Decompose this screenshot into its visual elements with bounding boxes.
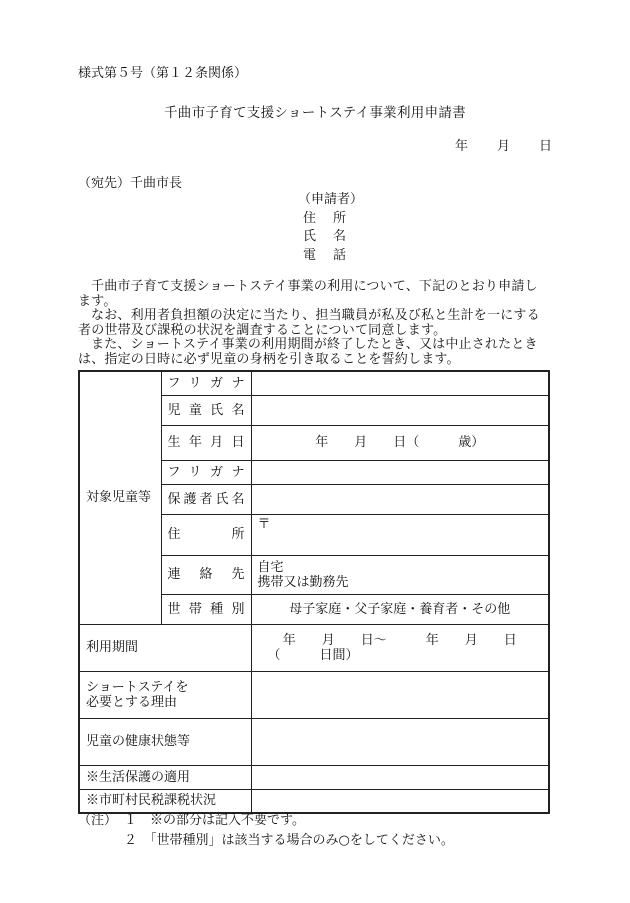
- tax-status-field: [251, 789, 549, 813]
- period-days: （ 日間）: [267, 647, 359, 663]
- guardian-name-field[interactable]: [251, 484, 549, 514]
- period-dates: 年 月 日～ 年 月 日: [282, 632, 517, 648]
- paragraph-request: 千曲市子育て支援ショートステイ事業の利用について、下記のとおり申請します。: [78, 279, 538, 309]
- note-2: ２ 「世帯種別」は該当する場合のみ○をしてください。: [124, 833, 454, 848]
- contact-field[interactable]: [251, 555, 549, 594]
- applicant-name-label: 氏 名: [303, 229, 349, 244]
- paragraph-consent: なお、利用者負担額の決定に当たり、担当職員が私及び私と生計を一にする者の世帯及び課税の状況を調査することについて同意します。: [78, 308, 540, 338]
- birthdate-field[interactable]: 年 月 日（ 歳）: [251, 425, 549, 460]
- period-field[interactable]: [251, 624, 549, 671]
- postal-mark: 〒: [257, 516, 271, 532]
- form-title: 千曲市子育て支援ショートステイ事業利用申請書: [164, 105, 466, 121]
- household-type-options[interactable]: 母子家庭・父子家庭・養育者・その他: [251, 594, 549, 624]
- note-1: １ ※の部分は記入不要です。: [124, 813, 305, 828]
- reason-label-line2: 必要とする理由: [86, 694, 178, 710]
- form-number: 様式第５号（第１２条関係）: [78, 66, 248, 81]
- child-name-label: 児童氏名: [161, 395, 251, 425]
- child-furigana-label: フリガナ: [161, 371, 251, 395]
- contact-mobile-label: 携帯又は勤務先: [257, 574, 349, 590]
- period-label: 利用期間: [79, 624, 251, 671]
- welfare-field: [251, 765, 549, 789]
- date-day: 日: [539, 139, 553, 154]
- child-name-field[interactable]: [251, 395, 549, 425]
- reason-field[interactable]: [251, 671, 549, 718]
- reason-label-line1: ショートステイを: [86, 679, 189, 695]
- applicant-phone-label: 電 話: [303, 248, 349, 263]
- address-label: 住 所: [161, 514, 251, 555]
- group-label-target-children: 対象児童等: [79, 371, 161, 624]
- notes-prefix: （注）: [78, 813, 118, 828]
- paragraph-pledge: また、ショートステイ事業の利用期間が終了したとき、又は中止されたときは、指定の日時に必ず児童の身柄を引き取ることを誓約します。: [78, 337, 538, 367]
- health-label: 児童の健康状態等: [79, 718, 251, 765]
- guardian-name-label: 保護者氏名: [161, 484, 251, 514]
- date-month: 月: [497, 139, 511, 154]
- applicant-address-label: 住 所: [303, 211, 349, 226]
- application-table: [78, 370, 550, 814]
- household-type-label: 世帯種別: [161, 594, 251, 624]
- date-year: 年: [455, 139, 469, 154]
- address-field[interactable]: [251, 514, 549, 555]
- guardian-furigana-label: フリガナ: [161, 460, 251, 484]
- contact-label: 連 絡 先: [161, 555, 251, 594]
- birthdate-label: 生年月日: [161, 425, 251, 460]
- addressee: （宛先）千曲市長: [78, 176, 183, 191]
- guardian-furigana-field[interactable]: [251, 460, 549, 484]
- child-furigana-field[interactable]: [251, 371, 549, 395]
- health-field[interactable]: [251, 718, 549, 765]
- applicant-heading: （申請者）: [298, 192, 364, 207]
- contact-home-label: 自宅: [257, 559, 284, 575]
- reason-label: [79, 671, 251, 718]
- welfare-label: ※生活保護の適用: [79, 765, 251, 789]
- tax-status-label: ※市町村民税課税状況: [79, 789, 251, 813]
